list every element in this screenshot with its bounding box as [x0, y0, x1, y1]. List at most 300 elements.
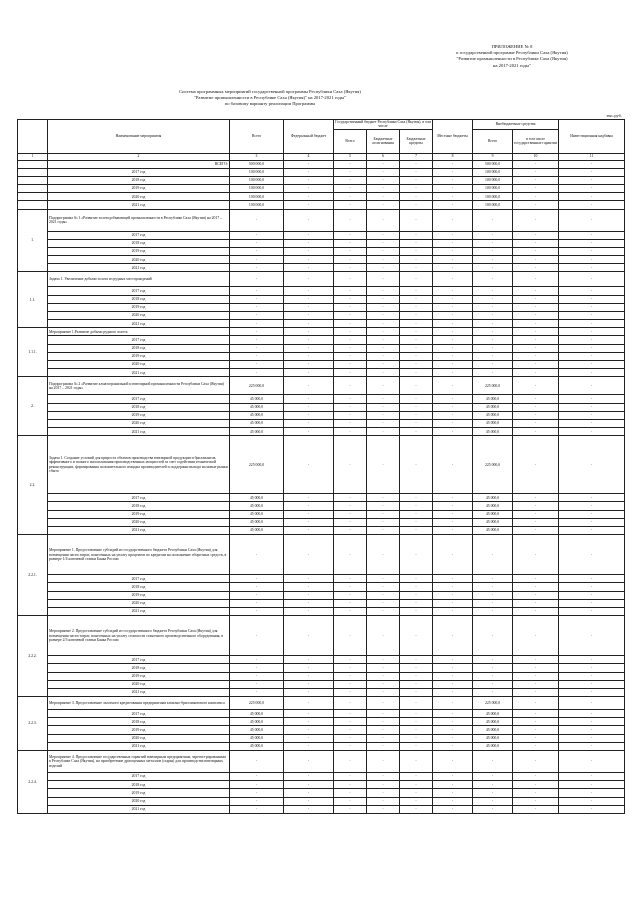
table-row [18, 303, 625, 311]
cell-invest: - [559, 272, 625, 287]
cell-local: - [433, 247, 473, 255]
cell-total: 45 000,0 [230, 718, 284, 726]
col-total-header: Всего [230, 120, 284, 154]
cell-invest: - [559, 583, 625, 591]
cell-extra-total: - [473, 773, 513, 781]
cell-local: - [433, 303, 473, 311]
table-row [18, 231, 625, 239]
cell-state-total: - [334, 616, 367, 656]
cell-state-credit: - [400, 360, 433, 368]
cell-federal: - [284, 369, 334, 377]
cell-extra-guar: - [513, 320, 559, 328]
cell-state-invest: - [367, 201, 400, 209]
cell-federal: - [284, 742, 334, 750]
cell-state-total: - [334, 336, 367, 344]
cell-state-invest: - [367, 328, 400, 336]
table-row [18, 502, 625, 510]
cell-extra-guar: - [513, 502, 559, 510]
cell-extra-guar: - [513, 805, 559, 813]
row-number: 2.2.3. [18, 697, 48, 751]
row-year: 2019 год [48, 352, 230, 360]
cell-invest: - [559, 710, 625, 718]
cell-federal: - [284, 789, 334, 797]
cell-invest: - [559, 789, 625, 797]
cell-state-credit: - [400, 436, 433, 494]
cell-local: - [433, 344, 473, 352]
cell-federal: - [284, 344, 334, 352]
cell-local: - [433, 734, 473, 742]
cell-state-invest: - [367, 599, 400, 607]
cell-state-invest: - [367, 805, 400, 813]
row-year: 2021 год [48, 527, 230, 535]
table-row [18, 583, 625, 591]
table-row [18, 168, 625, 176]
cell-extra-total: - [473, 328, 513, 336]
cell-local: - [433, 583, 473, 591]
cell-state-invest: - [367, 583, 400, 591]
cell-state-total: - [334, 320, 367, 328]
cell-state-credit: - [400, 591, 433, 599]
cell-invest: - [559, 494, 625, 502]
cell-state-total: - [334, 247, 367, 255]
row-year: 2020 год [48, 599, 230, 607]
cell-local: - [433, 193, 473, 201]
cell-state-invest: - [367, 419, 400, 427]
cell-federal: - [284, 201, 334, 209]
cell-state-total: - [334, 264, 367, 272]
cell-extra-guar: - [513, 201, 559, 209]
cell-extra-guar: - [513, 352, 559, 360]
cell-state-invest: - [367, 312, 400, 320]
cell-state-invest: - [367, 773, 400, 781]
row-name: Подпрограмма № 2 «Развитие алмазогранильной и ювелирной промышленности Республики Саха (Якутия) на 2017 – 2021 годы» [48, 377, 230, 395]
row-year: 2018 год [48, 176, 230, 184]
cell-local: - [433, 781, 473, 789]
cell-state-total: - [334, 312, 367, 320]
cell-total: - [230, 272, 284, 287]
cell-state-invest: - [367, 247, 400, 255]
col-state-credit: Бюджетные кредиты [400, 129, 433, 153]
cell-state-credit: - [400, 494, 433, 502]
cell-state-credit: - [400, 789, 433, 797]
cell-state-credit: - [400, 256, 433, 264]
cell-federal: - [284, 403, 334, 411]
cell-local: - [433, 680, 473, 688]
cell-extra-guar: - [513, 377, 559, 395]
cell-local: - [433, 336, 473, 344]
row-name: Мероприятие 2. Предоставление субсидий из государственного бюджета Республики Саха (Якутия) для возмещения части затрат, понесенных на уплату стоимости станочного производственного оборудования, в размере 2/3 ключевой ставки Банка России [48, 616, 230, 656]
cell-local: - [433, 710, 473, 718]
row-year: 2021 год [48, 320, 230, 328]
cell-local: - [433, 184, 473, 192]
table-row [18, 201, 625, 209]
cell-state-credit: - [400, 797, 433, 805]
cell-extra-guar: - [513, 697, 559, 710]
cell-state-invest: - [367, 320, 400, 328]
cell-total: - [230, 591, 284, 599]
cell-local: - [433, 256, 473, 264]
table-row [18, 575, 625, 583]
row-year: 2018 год [48, 239, 230, 247]
cell-total: 45 000,0 [230, 726, 284, 734]
row-year: 2017 год [48, 168, 230, 176]
cell-invest: - [559, 718, 625, 726]
cell-state-invest: - [367, 718, 400, 726]
cell-extra-guar: - [513, 672, 559, 680]
cell-invest: - [559, 256, 625, 264]
cell-invest: - [559, 287, 625, 295]
cell-extra-total: 45 000,0 [473, 494, 513, 502]
row-year: 2021 год [48, 201, 230, 209]
cell-state-total: - [334, 680, 367, 688]
cell-state-credit: - [400, 247, 433, 255]
row-year: 2019 год [48, 789, 230, 797]
cell-total: - [230, 264, 284, 272]
table-row [18, 320, 625, 328]
row-number: 2. [18, 377, 48, 436]
cell-state-total: - [334, 726, 367, 734]
cell-extra-guar: - [513, 411, 559, 419]
cell-invest: - [559, 697, 625, 710]
cell-federal: - [284, 395, 334, 403]
cell-local: - [433, 436, 473, 494]
cell-extra-guar: - [513, 344, 559, 352]
row-name: ВСЕГО: [48, 160, 230, 168]
cell-local: - [433, 664, 473, 672]
cell-state-total: - [334, 656, 367, 664]
cell-invest: - [559, 734, 625, 742]
cell-federal: - [284, 527, 334, 535]
cell-local: - [433, 231, 473, 239]
cell-extra-guar: - [513, 239, 559, 247]
table-row [18, 742, 625, 750]
cell-extra-guar: - [513, 369, 559, 377]
cell-federal: - [284, 303, 334, 311]
cell-federal: - [284, 494, 334, 502]
cell-extra-total: 225 000,0 [473, 697, 513, 710]
cell-state-total: - [334, 518, 367, 526]
cell-invest: - [559, 781, 625, 789]
cell-state-invest: - [367, 742, 400, 750]
cell-federal: - [284, 535, 334, 575]
cell-extra-guar: - [513, 403, 559, 411]
cell-state-invest: - [367, 789, 400, 797]
column-number: 5 [334, 153, 367, 160]
row-year: 2020 год [48, 419, 230, 427]
table-row [18, 328, 625, 336]
cell-federal: - [284, 797, 334, 805]
cell-extra-total: 45 000,0 [473, 403, 513, 411]
cell-state-invest: - [367, 231, 400, 239]
cell-extra-guar: - [513, 688, 559, 696]
cell-extra-guar: - [513, 773, 559, 781]
cell-invest: - [559, 344, 625, 352]
cell-federal: - [284, 607, 334, 615]
cell-extra-total: 100 000,0 [473, 184, 513, 192]
cell-state-invest: - [367, 176, 400, 184]
cell-state-total: - [334, 239, 367, 247]
cell-extra-guar: - [513, 718, 559, 726]
cell-extra-total: - [473, 535, 513, 575]
row-year: 2020 год [48, 193, 230, 201]
cell-state-total: - [334, 591, 367, 599]
row-year: 2021 год [48, 805, 230, 813]
table-row [18, 494, 625, 502]
row-number: 1. [18, 209, 48, 272]
cell-state-invest: - [367, 344, 400, 352]
cell-local: - [433, 591, 473, 599]
cell-state-credit: - [400, 328, 433, 336]
cell-state-credit: - [400, 344, 433, 352]
table-row [18, 751, 625, 773]
cell-extra-total: 100 000,0 [473, 193, 513, 201]
table-row [18, 607, 625, 615]
cell-state-credit: - [400, 287, 433, 295]
cell-state-total: - [334, 535, 367, 575]
cell-extra-total: 100 000,0 [473, 168, 513, 176]
cell-state-total: - [334, 664, 367, 672]
row-year: 2020 год [48, 734, 230, 742]
cell-extra-guar: - [513, 272, 559, 287]
row-name: Мероприятие 4. Предоставление государственных гарантий ювелирным предприятиям, зарегистрированным в Республике Саха (Якутия), на приобретение драгоценных металлов (сырья) для производства ювелирных изделий [48, 751, 230, 773]
cell-federal: - [284, 184, 334, 192]
cell-federal: - [284, 688, 334, 696]
row-year: 2020 год [48, 680, 230, 688]
table-row [18, 805, 625, 813]
cell-state-credit: - [400, 193, 433, 201]
cell-total: - [230, 672, 284, 680]
table-row [18, 697, 625, 710]
cell-federal: - [284, 428, 334, 436]
cell-extra-total: 45 000,0 [473, 734, 513, 742]
cell-state-credit: - [400, 395, 433, 403]
table-row [18, 360, 625, 368]
row-year: 2019 год [48, 726, 230, 734]
cell-total: - [230, 607, 284, 615]
cell-total: - [230, 239, 284, 247]
cell-invest: - [559, 527, 625, 535]
cell-state-invest: - [367, 591, 400, 599]
cell-state-total: - [334, 160, 367, 168]
cell-total: 45 000,0 [230, 527, 284, 535]
table-row [18, 664, 625, 672]
table-row [18, 184, 625, 192]
cell-extra-total: 45 000,0 [473, 518, 513, 526]
cell-invest: - [559, 168, 625, 176]
cell-state-total: - [334, 352, 367, 360]
cell-federal: - [284, 272, 334, 287]
cell-extra-guar: - [513, 160, 559, 168]
table-row [18, 616, 625, 656]
cell-total: 500 000,0 [230, 160, 284, 168]
cell-total: - [230, 247, 284, 255]
cell-extra-guar: - [513, 231, 559, 239]
row-name: Мероприятие 1.Развитие добычи рудного золота [48, 328, 230, 336]
cell-total: - [230, 209, 284, 231]
row-year: 2021 год [48, 428, 230, 436]
appendix-line: на 2017-2021 годы" [493, 62, 531, 68]
cell-state-total: - [334, 742, 367, 750]
cell-extra-guar: - [513, 287, 559, 295]
cell-state-credit: - [400, 369, 433, 377]
cell-extra-guar: - [513, 527, 559, 535]
table-row [18, 726, 625, 734]
cell-local: - [433, 395, 473, 403]
row-year: 2017 год [48, 656, 230, 664]
cell-extra-total: - [473, 781, 513, 789]
cell-total: 100 000,0 [230, 184, 284, 192]
cell-state-credit: - [400, 710, 433, 718]
cell-local: - [433, 607, 473, 615]
cell-extra-guar: - [513, 575, 559, 583]
cell-state-credit: - [400, 518, 433, 526]
cell-state-total: - [334, 377, 367, 395]
cell-federal: - [284, 168, 334, 176]
cell-state-credit: - [400, 805, 433, 813]
cell-extra-total: - [473, 209, 513, 231]
cell-total: - [230, 688, 284, 696]
document-title [120, 89, 420, 107]
cell-extra-total: 45 000,0 [473, 726, 513, 734]
cell-state-credit: - [400, 697, 433, 710]
cell-extra-guar: - [513, 680, 559, 688]
cell-state-invest: - [367, 494, 400, 502]
cell-extra-total: 45 000,0 [473, 428, 513, 436]
cell-extra-guar: - [513, 797, 559, 805]
cell-local: - [433, 312, 473, 320]
cell-federal: - [284, 718, 334, 726]
table-row [18, 256, 625, 264]
cell-federal: - [284, 773, 334, 781]
cell-invest: - [559, 403, 625, 411]
cell-state-total: - [334, 510, 367, 518]
cell-invest: - [559, 672, 625, 680]
cell-local: - [433, 419, 473, 427]
row-number: 1.1.1. [18, 328, 48, 377]
cell-extra-total: - [473, 231, 513, 239]
cell-extra-total: - [473, 352, 513, 360]
cell-state-invest: - [367, 527, 400, 535]
column-number: 1 [18, 153, 48, 160]
cell-state-total: - [334, 395, 367, 403]
cell-local: - [433, 411, 473, 419]
cell-state-credit: - [400, 599, 433, 607]
cell-state-invest: - [367, 369, 400, 377]
table-row [18, 395, 625, 403]
cell-state-total: - [334, 607, 367, 615]
cell-extra-guar: - [513, 360, 559, 368]
cell-total: 45 000,0 [230, 494, 284, 502]
row-number [18, 193, 48, 201]
cell-federal: - [284, 239, 334, 247]
cell-state-credit: - [400, 773, 433, 781]
cell-federal: - [284, 710, 334, 718]
cell-state-total: - [334, 734, 367, 742]
cell-total: 45 000,0 [230, 428, 284, 436]
cell-federal: - [284, 781, 334, 789]
table-row [18, 344, 625, 352]
table-row [18, 160, 625, 168]
cell-invest: - [559, 436, 625, 494]
cell-invest: - [559, 209, 625, 231]
cell-total: - [230, 535, 284, 575]
cell-state-invest: - [367, 272, 400, 287]
cell-federal: - [284, 411, 334, 419]
table-row [18, 419, 625, 427]
cell-extra-guar: - [513, 303, 559, 311]
cell-invest: - [559, 510, 625, 518]
row-year: 2017 год [48, 336, 230, 344]
cell-state-total: - [334, 272, 367, 287]
row-year: 2018 год [48, 295, 230, 303]
cell-state-credit: - [400, 176, 433, 184]
cell-invest: - [559, 303, 625, 311]
cell-extra-guar: - [513, 616, 559, 656]
row-year: 2019 год [48, 510, 230, 518]
cell-federal: - [284, 320, 334, 328]
cell-invest: - [559, 664, 625, 672]
cell-state-credit: - [400, 510, 433, 518]
cell-state-invest: - [367, 518, 400, 526]
cell-state-total: - [334, 805, 367, 813]
cell-local: - [433, 239, 473, 247]
row-name: Подпрограмма № 1 «Развитие золотодобывающей промышленности в Республике Саха (Якутия) на 2017 – 2021 годы» [48, 209, 230, 231]
cell-state-total: - [334, 287, 367, 295]
cell-total: 45 000,0 [230, 403, 284, 411]
cell-state-total: - [334, 527, 367, 535]
column-number: 9 [473, 153, 513, 160]
cell-invest: - [559, 773, 625, 781]
cell-extra-guar: - [513, 168, 559, 176]
cell-invest: - [559, 360, 625, 368]
cell-invest: - [559, 656, 625, 664]
cell-extra-guar: - [513, 419, 559, 427]
cell-state-total: - [334, 710, 367, 718]
cell-extra-total: - [473, 672, 513, 680]
cell-invest: - [559, 395, 625, 403]
cell-extra-guar: - [513, 710, 559, 718]
cell-state-credit: - [400, 575, 433, 583]
row-year: 2017 год [48, 494, 230, 502]
cell-state-invest: - [367, 797, 400, 805]
table-row [18, 734, 625, 742]
table-row [18, 710, 625, 718]
cell-invest: - [559, 312, 625, 320]
cell-invest: - [559, 352, 625, 360]
cell-extra-total: 45 000,0 [473, 411, 513, 419]
cell-state-credit: - [400, 272, 433, 287]
cell-state-invest: - [367, 510, 400, 518]
cell-extra-guar: - [513, 742, 559, 750]
cell-local: - [433, 272, 473, 287]
cell-total: 45 000,0 [230, 518, 284, 526]
cell-extra-total: 45 000,0 [473, 510, 513, 518]
cell-local: - [433, 168, 473, 176]
cell-state-credit: - [400, 231, 433, 239]
row-year: 2018 год [48, 344, 230, 352]
cell-local: - [433, 160, 473, 168]
cell-invest: - [559, 411, 625, 419]
cell-state-invest: - [367, 160, 400, 168]
column-number: 10 [513, 153, 559, 160]
cell-state-invest: - [367, 688, 400, 696]
cell-state-total: - [334, 411, 367, 419]
cell-total: - [230, 781, 284, 789]
table-row [18, 295, 625, 303]
table-row [18, 411, 625, 419]
cell-local: - [433, 656, 473, 664]
row-number: 2.2.4. [18, 751, 48, 814]
